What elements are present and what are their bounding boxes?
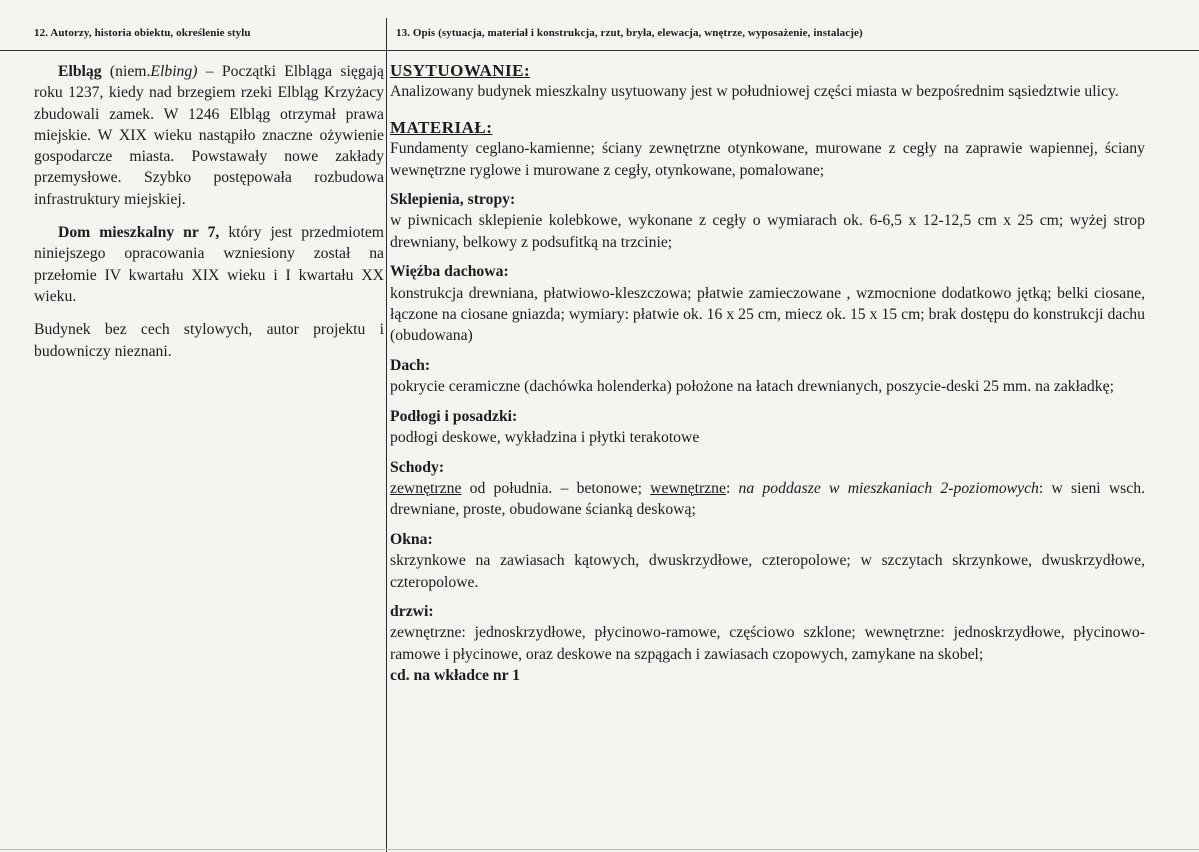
building-name: Dom mieszkalny nr 7, — [58, 224, 220, 242]
section-podlogi — [390, 406, 1145, 449]
continuation-note: cd. na wkładce nr 1 — [390, 667, 521, 685]
history-paragraph-1: Elbląg (niem.Elbing) – Początki Elbląga sięgają roku 1237, kiedy nad brzegiem rzeki Elbląg Krzyżacy zbudowali zamek. W 1246 Elbląg otrzymał prawa miejskie. W XIX wieku nastąpiło znaczne ożywienie gospodarcze miasta. Powstawały nowe zakłady przemysłowe. Szybko postępowała rozbudowa infrastruktury miejskiej. — [34, 63, 384, 208]
section-sklepienia — [390, 189, 1145, 253]
history-column — [34, 61, 384, 374]
section-heading: Okna: — [390, 530, 433, 548]
section-text: zewnętrzne od południa. – betonowe; wewnętrzne: na poddasze w mieszkaniach 2-poziomowych: w sieni wsch. drewniane, proste, obudowane ścianką deskową; — [390, 479, 1146, 519]
section-heading: drzwi: — [390, 602, 434, 620]
section-material — [390, 117, 1145, 181]
description-column — [390, 60, 1145, 695]
section-wiezba — [390, 261, 1145, 347]
german-name: Elbing) — [150, 63, 198, 80]
section-dach — [390, 355, 1145, 398]
section-heading: Więźba dachowa: — [390, 263, 509, 281]
section-heading: MATERIAŁ: — [390, 117, 493, 137]
bottom-rule — [0, 849, 1199, 850]
section-text: skrzynkowe na zawiasach kątowych, dwuskrzydłowe, czteropolowe; w szczytach skrzynkowe, dwuskrzydłowe, czteropolowe. — [390, 552, 1145, 591]
section-text: pokrycie ceramiczne (dachówka holenderka) położone na łatach drewnianych, poszycie-deski 25 mm. na zakładkę; — [390, 378, 1114, 396]
section-heading: Podłogi i posadzki: — [390, 407, 518, 425]
section-schody — [390, 457, 1145, 521]
column-divider — [386, 18, 387, 852]
section-text: konstrukcja drewniana, płatwiowo-kleszczowa; płatwie zamieczowane , wzmocnione dodatkowo jętką; belki ciosane, łączone na ciosane gniazda; wymiary: płatwie ok. 16 x 25 cm, miecz ok. 15 x 15 cm; brak dostępu do konstrukcji dachu (obudowana) — [390, 284, 1145, 345]
section-text: Fundamenty ceglano-kamienne; ściany zewnętrzne otynkowane, murowane z cegły na zaprawie wapiennej, ściany wewnętrzne ryglowe i murowane z cegły, otynkowane, pomalowane; — [390, 140, 1145, 179]
section-heading: Sklepienia, stropy: — [390, 191, 516, 209]
section-heading: USYTUOWANIE: — [390, 61, 531, 80]
section-usytuowanie — [390, 60, 1145, 103]
history-paragraph-3: Budynek bez cech stylowych, autor projektu i budowniczy nieznani. — [34, 321, 384, 360]
section-text: podłogi deskowe, wykładzina i płytki terakotowe — [390, 429, 700, 447]
section-text: Analizowany budynek mieszkalny usytuowany jest w południowej części miasta w bezpośrednim sąsiedztwie ulicy. — [390, 83, 1119, 101]
history-paragraph-2: Dom mieszkalny nr 7, który jest przedmiotem niniejszego opracowania wzniesiony został na przełomie IV kwartału XIX wieku i I kwartału XX wieku. — [34, 224, 384, 305]
section-okna — [390, 529, 1145, 593]
right-section-header: 13. Opis (sytuacja, materiał i konstrukcja, rzut, bryła, elewacja, wnętrze, wyposażenie, instalacje) — [396, 27, 863, 39]
section-heading: Dach: — [390, 356, 431, 374]
city-name: Elbląg — [58, 63, 102, 80]
section-text: w piwnicach sklepienie kolebkowe, wykonane z cegły o wymiarach ok. 6-6,5 x 12-12,5 cm x 25 cm; wyżej strop drewniany, belkowy z podsufitką na trzcinie; — [390, 212, 1145, 251]
section-heading: Schody: — [390, 458, 445, 476]
section-text: zewnętrzne: jednoskrzydłowe, płycinowo-ramowe, częściowo szklone; wewnętrzne: jednoskrzydłowe, płycinowo-ramowe i płycinowe, oraz deskowe na szpągach i zawiasach czopowych, zamykane na skobel; — [390, 624, 1145, 663]
left-section-header: 12. Autorzy, historia obiektu, określenie stylu — [34, 27, 251, 39]
section-drzwi — [390, 601, 1145, 687]
header-rule — [0, 50, 1199, 51]
